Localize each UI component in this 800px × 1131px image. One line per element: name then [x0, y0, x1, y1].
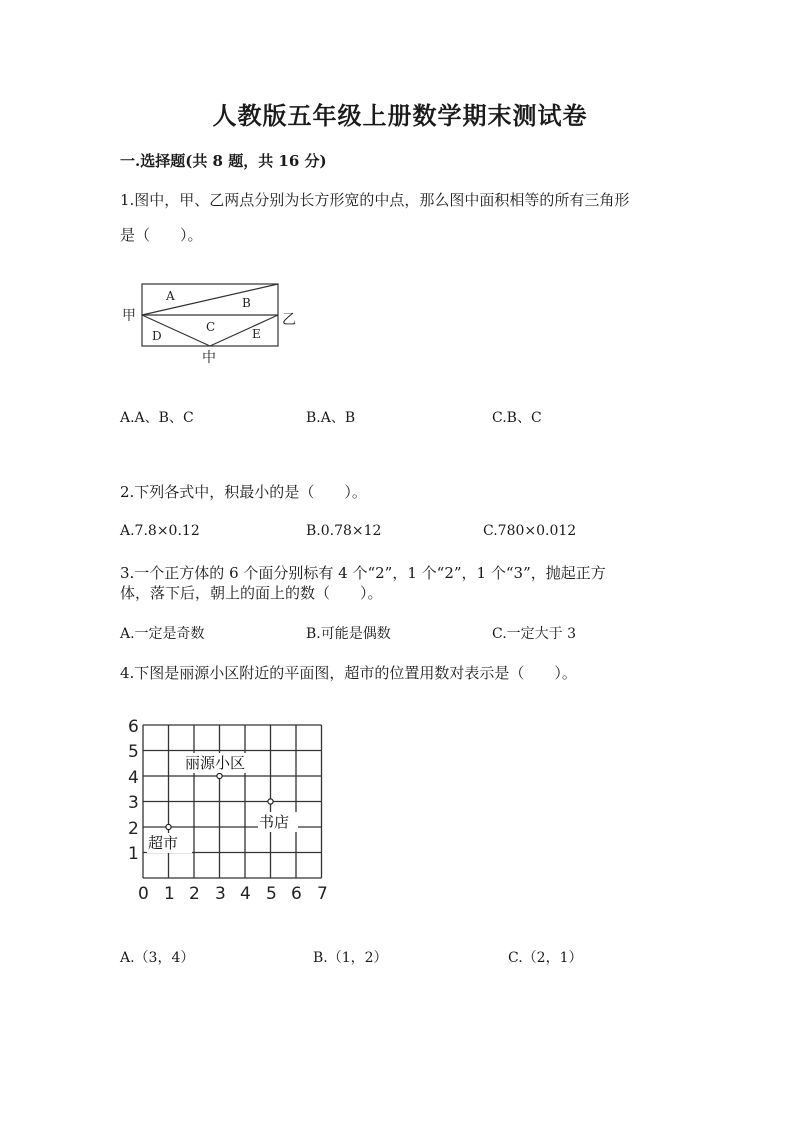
fig-label-B: B [242, 296, 251, 310]
q3-option-b[interactable]: B.可能是偶数 [306, 626, 391, 642]
q2-option-c[interactable]: C.780×0.012 [483, 523, 577, 539]
q4-coordinate-grid [122, 716, 342, 902]
grid-x-label: 5 [266, 884, 277, 902]
q3-option-a[interactable]: A.一定是奇数 [120, 626, 205, 642]
q1-text-line2: 是（ ）。 [120, 226, 203, 244]
fig-point-yi: 乙 [282, 312, 296, 328]
fig-label-C: C [206, 320, 216, 334]
place-liyuan-community: 丽源小区 [185, 754, 246, 772]
fig-point-zhong: 中 [202, 350, 216, 366]
place-supermarket: 超市 [148, 834, 179, 852]
q2-text: 2.下列各式中，积最小的是（ ）。 [120, 483, 367, 501]
q1-option-b[interactable]: B.A、B [306, 410, 356, 426]
grid-y-label: 6 [128, 717, 139, 737]
q4-option-c[interactable]: C.（2，1） [508, 950, 583, 966]
grid-y-label: 5 [128, 742, 139, 762]
fig-label-A: A [166, 289, 175, 303]
fig-point-jia: 甲 [122, 308, 136, 324]
q4-option-b[interactable]: B.（1，2） [313, 950, 388, 966]
q1-text-line1: 1.图中，甲、乙两点分别为长方形宽的中点，那么图中面积相等的所有三角形 [120, 191, 630, 209]
page-title: 人教版五年级上册数学期末测试卷 [212, 101, 588, 130]
grid-x-label: 2 [189, 884, 200, 902]
grid-y-label: 3 [128, 793, 139, 813]
grid-point-marker [217, 773, 222, 778]
grid-x-label: 0 [138, 884, 149, 902]
grid-y-label: 4 [128, 768, 139, 788]
q4-option-a[interactable]: A.（3，4） [120, 950, 195, 966]
grid-x-label: 6 [291, 884, 302, 902]
q3-text-line2: 体，落下后，朝上的面上的数（ ）。 [120, 584, 383, 602]
q3-option-c[interactable]: C.一定大于 3 [492, 626, 577, 642]
grid-point-marker [268, 799, 273, 804]
q2-option-b[interactable]: B.0.78×12 [306, 523, 382, 539]
grid-y-label: 2 [128, 819, 139, 839]
fig-label-E: E [252, 327, 261, 341]
grid-x-label: 7 [317, 884, 328, 902]
grid-x-label: 4 [240, 884, 251, 902]
grid-x-label: 3 [215, 884, 226, 902]
fig-label-D: D [152, 329, 162, 343]
grid-point-marker [166, 824, 171, 829]
grid-y-label: 1 [128, 844, 139, 864]
q1-option-c[interactable]: C.B、C [492, 410, 542, 426]
q1-rectangle-figure [118, 278, 308, 366]
q2-option-a[interactable]: A.7.8×0.12 [120, 523, 200, 539]
grid-x-label: 1 [164, 884, 175, 902]
q4-text: 4.下图是丽源小区附近的平面图，超市的位置用数对表示是（ ）。 [120, 664, 577, 682]
fig-diagonal [142, 284, 278, 315]
q3-text-line1: 3.一个正方体的 6 个面分别标有 4 个“2”，1 个“2”，1 个“3”，抛起正方 [120, 564, 606, 582]
fig-line-right-bottom [210, 315, 278, 346]
section-heading: 一.选择题(共 8 题，共 16 分) [120, 152, 327, 170]
place-bookstore: 书店 [259, 813, 290, 831]
q1-option-a[interactable]: A.A、B、C [120, 410, 194, 426]
